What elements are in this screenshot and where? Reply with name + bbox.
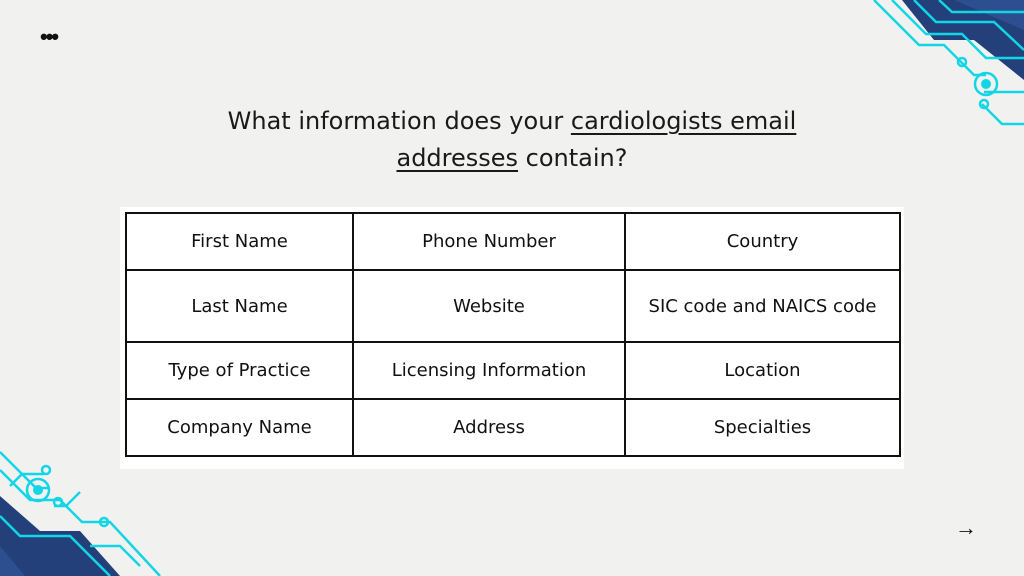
- table-row: [126, 270, 900, 342]
- table-cell: Address: [353, 399, 625, 456]
- slide-title: [162, 103, 862, 177]
- table-cell: Website: [353, 270, 625, 342]
- table-cell: SIC code and NAICS code: [625, 270, 900, 342]
- more-dots-icon[interactable]: •••: [40, 24, 58, 49]
- table-cell: Licensing Information: [353, 342, 625, 399]
- data-fields-table: [125, 212, 901, 457]
- title-text-start: What information does your: [227, 107, 571, 135]
- circuit-decoration-top-right: [864, 0, 1024, 130]
- table-cell: Phone Number: [353, 213, 625, 270]
- title-link-addresses[interactable]: addresses: [396, 144, 519, 172]
- table-row: [126, 342, 900, 399]
- table-cell: Type of Practice: [126, 342, 353, 399]
- table-cell: Last Name: [126, 270, 353, 342]
- table-cell: Location: [625, 342, 900, 399]
- arrow-right-icon[interactable]: →: [955, 515, 977, 540]
- title-link-cardiologists-email[interactable]: cardiologists email: [570, 107, 797, 135]
- table-cell: First Name: [126, 213, 353, 270]
- table-cell: Specialties: [625, 399, 900, 456]
- data-fields-table-card: [120, 207, 904, 469]
- title-text-end: contain?: [518, 144, 628, 172]
- table-cell: Country: [625, 213, 900, 270]
- table-row: [126, 213, 900, 270]
- table-row: [126, 399, 900, 456]
- table-cell: Company Name: [126, 399, 353, 456]
